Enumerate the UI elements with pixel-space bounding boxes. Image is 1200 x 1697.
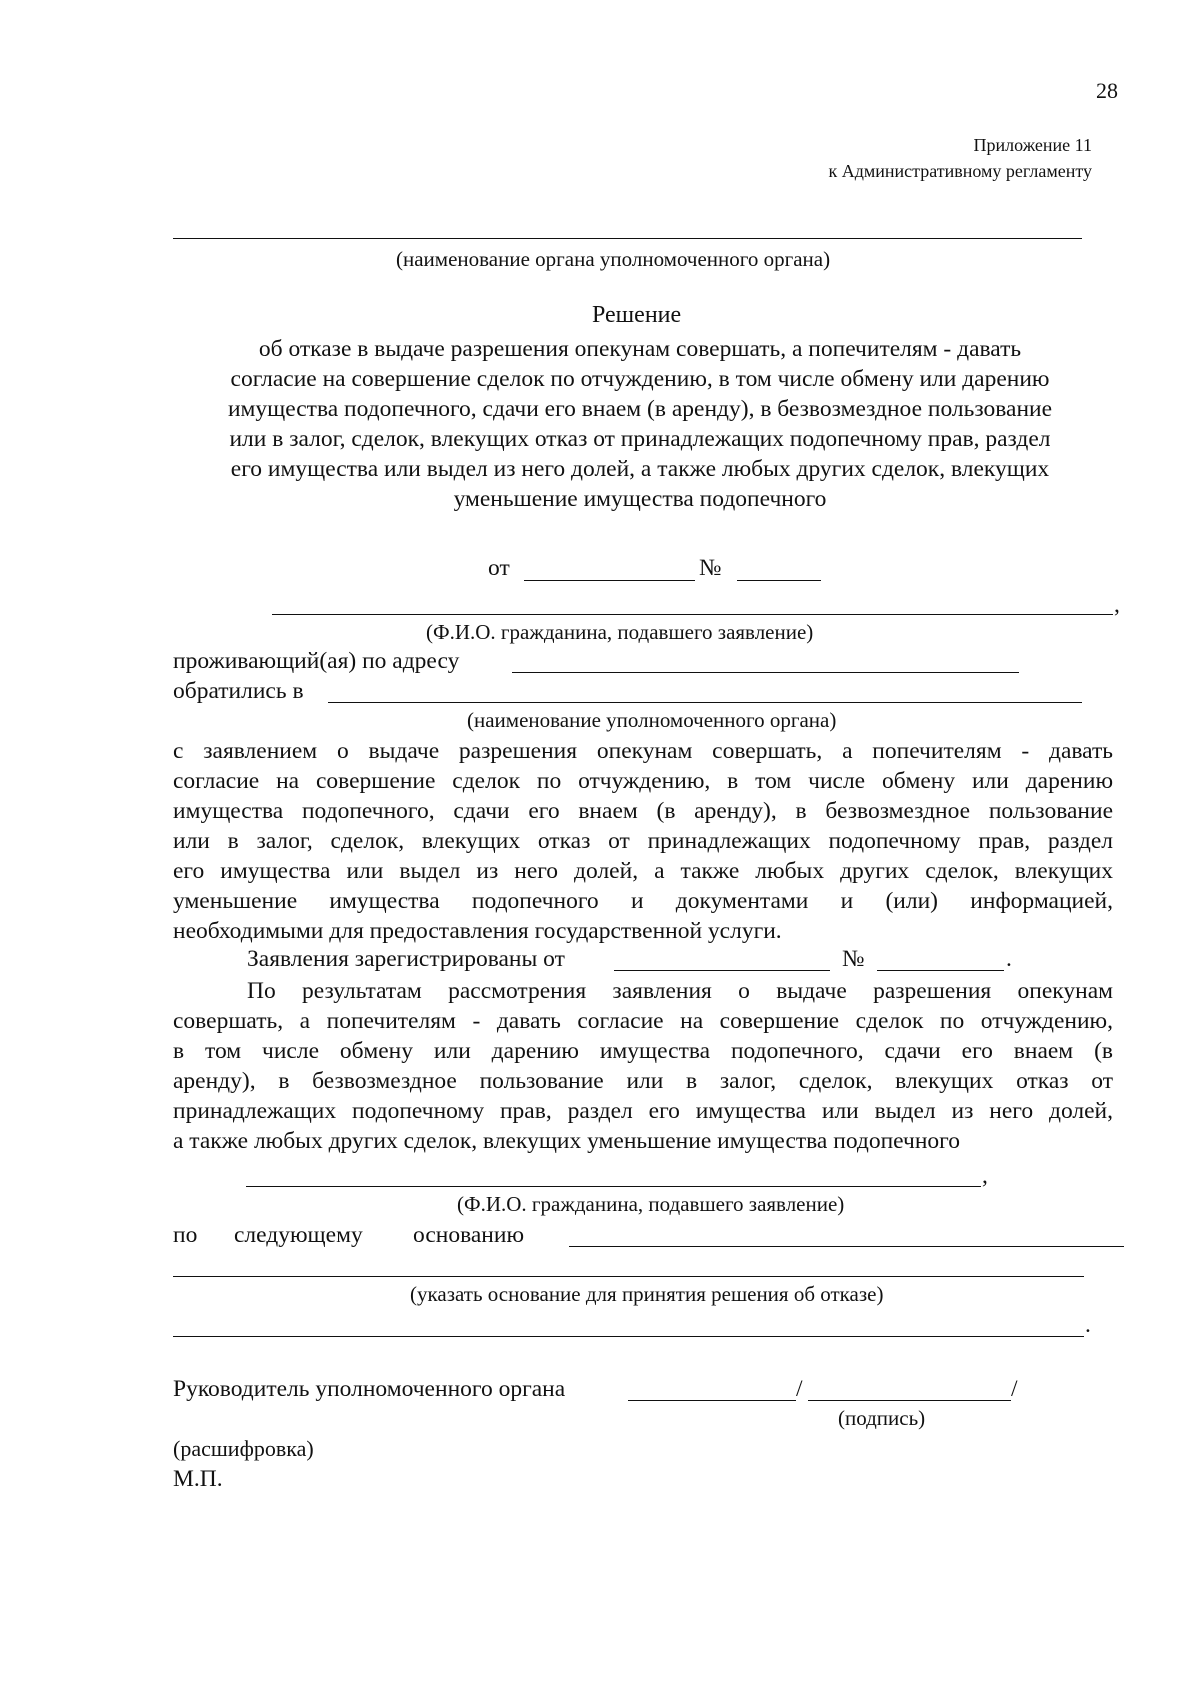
signature-blank (628, 1400, 796, 1401)
registered-end: . (1006, 946, 1012, 972)
basis-caption: (указать основание для принятия решения об отказе) (410, 1282, 884, 1306)
appendix-number: Приложение 11 (973, 135, 1092, 155)
paragraph-line: По результатам рассмотрения заявления о выдаче разрешения опекунам (247, 978, 1113, 1004)
basis-blank-3 (173, 1336, 1084, 1337)
basis-word-3: основанию (413, 1222, 525, 1248)
basis-blank-2 (173, 1276, 1084, 1277)
document-title: Решение (592, 302, 682, 328)
heading-line: об отказе в выдаче разрешения опекунам совершать, а попечителям - давать (258, 336, 1022, 362)
registered-date-blank (614, 970, 830, 971)
registered-number-label: № (842, 946, 865, 972)
paragraph-line: в том числе обмену или дарению имущества подопечного, сдачи его внаем (в (173, 1038, 1113, 1064)
signature-decode-blank (808, 1400, 1011, 1401)
citizen-name-blank-2 (246, 1186, 981, 1187)
heading-line: согласие на совершение сделок по отчуждению, в том числе обмену или дарению (230, 366, 1050, 392)
paragraph-line: с заявлением о выдаче разрешения опекунам совершать, а попечителям - давать (173, 738, 1113, 764)
address-blank (512, 672, 1019, 673)
basis-word-1: по (173, 1222, 198, 1248)
address-label: проживающий(ая) по адресу (173, 648, 460, 674)
signature-caption: (подпись) (838, 1406, 926, 1430)
appendix-reference (828, 132, 1092, 184)
paragraph-line: необходимыми для предоставления государственной услуги. (173, 918, 782, 944)
decode-caption: (расшифровка) (173, 1436, 314, 1461)
page-number: 28 (1096, 78, 1118, 103)
organ-name-blank (173, 238, 1082, 239)
head-label: Руководитель уполномоченного органа (173, 1376, 566, 1402)
registered-number-blank (877, 970, 1004, 971)
stamp-place: М.П. (173, 1466, 223, 1492)
paragraph-line: принадлежащих подопечному прав, раздел его имущества или выдел из него долей, (173, 1098, 1113, 1124)
results-paragraph (173, 976, 1113, 1156)
applied-organ-caption: (наименование уполномоченного органа) (467, 708, 837, 732)
applied-label: обратились в (173, 678, 304, 704)
basis-period: . (1085, 1312, 1091, 1338)
date-from-label: от (488, 555, 510, 581)
organ-name-caption: (наименование органа уполномоченного органа) (396, 247, 831, 271)
basis-word-2: следующему (234, 1222, 363, 1248)
citizen-name-caption: (Ф.И.О. гражданина, подавшего заявление) (426, 620, 814, 644)
heading-line: или в залог, сделок, влекущих отказ от принадлежащих подопечному прав, раздел (229, 426, 1051, 452)
heading-line: его имущества или выдел из него долей, а также любых других сделок, влекущих (230, 456, 1050, 482)
application-paragraph (173, 736, 1113, 946)
paragraph-line: а также любых других сделок, влекущих уменьшение имущества подопечного (173, 1128, 960, 1154)
citizen-name-caption-2: (Ф.И.О. гражданина, подавшего заявление) (457, 1192, 845, 1216)
paragraph-line: его имущества или выдел из него долей, а также любых других сделок, влекущих (173, 858, 1113, 884)
citizen-name-comma-2: , (982, 1163, 988, 1189)
paragraph-line: уменьшение имущества подопечного и документами и (или) информацией, (173, 888, 1113, 914)
signature-slash-2: / (1011, 1376, 1018, 1402)
paragraph-line: согласие на совершение сделок по отчуждению, в том числе обмену или дарению (173, 768, 1113, 794)
paragraph-line: имущества подопечного, сдачи его внаем (в аренду), в безвозмездное пользование (173, 798, 1113, 824)
number-label: № (699, 555, 722, 581)
number-blank (737, 580, 821, 581)
paragraph-line: аренду), в безвозмездное пользование или в залог, сделок, влекущих отказ от (173, 1068, 1113, 1094)
heading-line: имущества подопечного, сдачи его внаем (в аренду), в безвозмездное пользование (227, 396, 1053, 422)
registered-label: Заявления зарегистрированы от (247, 946, 565, 972)
date-blank (524, 580, 695, 581)
citizen-name-blank (272, 614, 1113, 615)
paragraph-line: или в залог, сделок, влекущих отказ от принадлежащих подопечному прав, раздел (173, 828, 1113, 854)
citizen-name-comma: , (1114, 592, 1120, 618)
heading-line: уменьшение имущества подопечного (453, 486, 827, 512)
basis-blank (569, 1246, 1124, 1247)
applied-organ-blank (328, 702, 1082, 703)
signature-slash-1: / (796, 1376, 803, 1402)
appendix-regulation: к Административному регламенту (828, 161, 1092, 181)
document-heading (170, 334, 1110, 514)
paragraph-line: совершать, а попечителям - давать согласие на совершение сделок по отчуждению, (173, 1008, 1113, 1034)
